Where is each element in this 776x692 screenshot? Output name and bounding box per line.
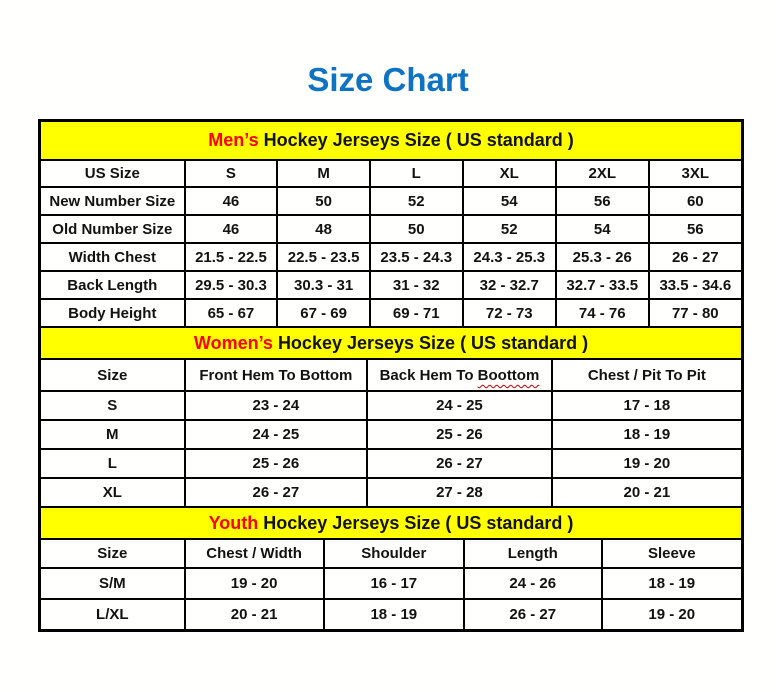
size-value-cell: 20 - 21 (185, 599, 324, 630)
size-value-cell: 19 - 20 (602, 599, 742, 630)
size-value-cell: 20 - 21 (552, 478, 742, 507)
size-value-cell: 67 - 69 (277, 299, 370, 327)
size-value-cell: 54 (463, 187, 556, 215)
col-header: Size (40, 539, 185, 568)
size-value-cell: 48 (277, 215, 370, 243)
misspelled-word: Boottom (477, 366, 540, 384)
womens-header-row (40, 359, 742, 391)
size-value-cell: 32 - 32.7 (463, 271, 556, 299)
col-header: M (277, 160, 370, 187)
back-hem-label: Back Hem To (379, 366, 474, 384)
col-header: Size (40, 359, 185, 391)
size-value-cell: 17 - 18 (552, 391, 742, 420)
size-value-cell: 72 - 73 (463, 299, 556, 327)
size-value-cell: 60 (649, 187, 742, 215)
col-header: US Size (40, 160, 185, 187)
size-value-cell: 18 - 19 (324, 599, 464, 630)
size-value-cell: 24 - 25 (367, 391, 552, 420)
size-value-cell: 24.3 - 25.3 (463, 243, 556, 271)
womens-section-highlight: Women’s (193, 332, 273, 353)
size-value-cell: 26 - 27 (649, 243, 742, 271)
mens-section-header (40, 121, 742, 160)
size-value-cell: 65 - 67 (185, 299, 278, 327)
size-value-cell: 19 - 20 (185, 568, 324, 599)
row-label: Back Length (40, 271, 185, 299)
size-value-cell: 33.5 - 34.6 (649, 271, 742, 299)
table-row (40, 420, 742, 449)
womens-section-title-rest: Hockey Jerseys Size ( US standard ) (277, 332, 589, 353)
youth-section-highlight: Youth (208, 512, 259, 533)
col-header: S (185, 160, 278, 187)
size-value-cell: 52 (370, 187, 463, 215)
youth-size-table (39, 506, 743, 631)
size-value-cell: 32.7 - 33.5 (556, 271, 649, 299)
size-value-cell: 26 - 27 (367, 449, 552, 478)
row-label: L (40, 449, 185, 478)
table-row (40, 568, 742, 599)
size-value-cell: 26 - 27 (185, 478, 368, 507)
size-value-cell: 22.5 - 23.5 (277, 243, 370, 271)
size-value-cell: 54 (556, 215, 649, 243)
table-row (40, 599, 742, 630)
size-value-cell: 25.3 - 26 (556, 243, 649, 271)
table-row (40, 215, 742, 243)
col-header: Length (464, 539, 602, 568)
size-value-cell: 50 (277, 187, 370, 215)
size-chart-tables (38, 119, 744, 632)
womens-size-table (39, 326, 743, 508)
size-value-cell: 29.5 - 30.3 (185, 271, 278, 299)
size-value-cell: 25 - 26 (367, 420, 552, 449)
size-value-cell: 19 - 20 (552, 449, 742, 478)
size-value-cell: 26 - 27 (464, 599, 602, 630)
table-row (40, 271, 742, 299)
table-row (40, 243, 742, 271)
womens-section-header (40, 327, 742, 359)
size-value-cell: 23 - 24 (185, 391, 368, 420)
size-value-cell: 18 - 19 (552, 420, 742, 449)
size-value-cell: 52 (463, 215, 556, 243)
size-value-cell: 50 (370, 215, 463, 243)
size-value-cell: 74 - 76 (556, 299, 649, 327)
mens-section-header-row (40, 121, 742, 160)
col-header: Shoulder (324, 539, 464, 568)
table-row (40, 478, 742, 507)
row-label: XL (40, 478, 185, 507)
youth-section-header-row (40, 507, 742, 539)
col-header: Front Hem To Bottom (185, 359, 368, 391)
size-value-cell: 56 (556, 187, 649, 215)
size-value-cell: 27 - 28 (367, 478, 552, 507)
size-value-cell: 46 (185, 215, 278, 243)
row-label: New Number Size (40, 187, 185, 215)
size-value-cell: 25 - 26 (185, 449, 368, 478)
col-header: XL (463, 160, 556, 187)
col-header: L (370, 160, 463, 187)
row-label: Width Chest (40, 243, 185, 271)
mens-section-highlight: Men’s (208, 130, 259, 151)
size-value-cell: 30.3 - 31 (277, 271, 370, 299)
row-label: Old Number Size (40, 215, 185, 243)
youth-section-header (40, 507, 742, 539)
mens-section-title-rest: Hockey Jerseys Size ( US standard ) (263, 130, 574, 151)
row-label: S/M (40, 568, 185, 599)
womens-section-header-row (40, 327, 742, 359)
size-value-cell: 24 - 26 (464, 568, 602, 599)
mens-size-table (39, 120, 743, 328)
size-value-cell: 18 - 19 (602, 568, 742, 599)
col-header: Chest / Pit To Pit (552, 359, 742, 391)
col-header: Sleeve (602, 539, 742, 568)
youth-header-row (40, 539, 742, 568)
table-row (40, 187, 742, 215)
size-value-cell: 21.5 - 22.5 (185, 243, 278, 271)
table-row (40, 391, 742, 420)
size-value-cell: 24 - 25 (185, 420, 368, 449)
size-value-cell: 23.5 - 24.3 (370, 243, 463, 271)
table-row (40, 449, 742, 478)
col-header: 2XL (556, 160, 649, 187)
youth-section-title-rest: Hockey Jerseys Size ( US standard ) (263, 512, 574, 533)
col-header: 3XL (649, 160, 742, 187)
row-label: L/XL (40, 599, 185, 630)
size-value-cell: 46 (185, 187, 278, 215)
col-header (367, 359, 552, 391)
row-label: Body Height (40, 299, 185, 327)
row-label: S (40, 391, 185, 420)
size-value-cell: 69 - 71 (370, 299, 463, 327)
page-title: Size Chart (307, 61, 469, 98)
size-value-cell: 56 (649, 215, 742, 243)
col-header: Chest / Width (185, 539, 324, 568)
size-value-cell: 77 - 80 (649, 299, 742, 327)
mens-header-row (40, 160, 742, 187)
table-row (40, 299, 742, 327)
size-value-cell: 31 - 32 (370, 271, 463, 299)
row-label: M (40, 420, 185, 449)
size-value-cell: 16 - 17 (324, 568, 464, 599)
